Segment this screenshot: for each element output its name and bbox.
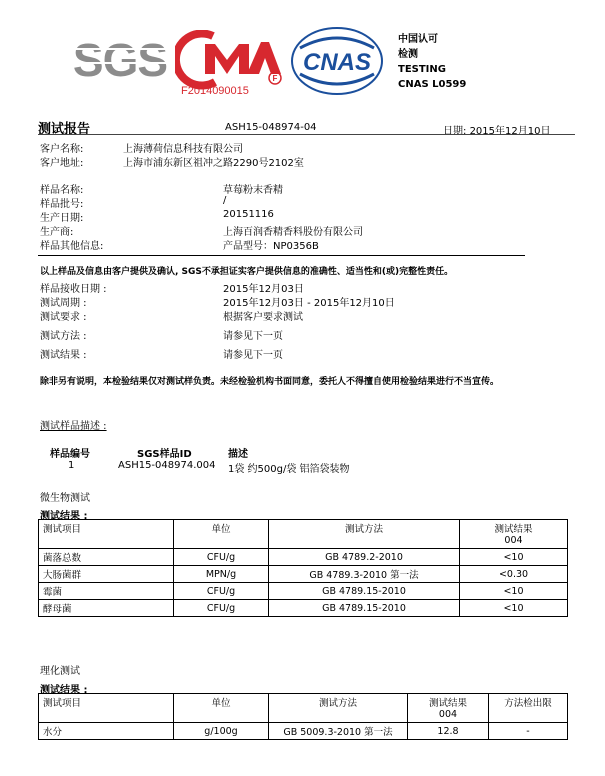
table-cell: 菌落总数 (39, 549, 174, 566)
svg-text:F: F (272, 74, 278, 83)
sample-value: 草莓粉末香精 (223, 185, 283, 196)
table-cell: GB 5009.3-2010 第一法 (269, 723, 408, 740)
table-cell: GB 4789.3-2010 第一法 (269, 566, 460, 583)
sample-desc-heading: 测试样品描述 : (40, 421, 107, 432)
accreditation-line: CNAS L0599 (398, 79, 467, 90)
table-row (39, 549, 568, 566)
result-header-label: 测试结果 (428, 698, 467, 709)
test-info-value: 2015年12月03日 - 2015年12月10日 (223, 298, 395, 309)
cnas-logo (290, 26, 385, 96)
disclaimer-results: 除非另有说明，本检验结果仅对测试样负责。未经检验机构书面同意，委托人不得擅自使用检验结果进行不当宣传。 (40, 377, 500, 387)
sample-value: 20151116 (223, 209, 274, 220)
svg-text:SGS: SGS (72, 34, 168, 84)
sample-label: 生产商: (40, 227, 74, 238)
table-header (408, 694, 489, 723)
sample-label: 样品其他信息: (40, 241, 104, 252)
result-header-label: 测试结果 (494, 524, 533, 535)
accreditation-line: 中国认可 (398, 34, 438, 45)
table-cell: 霉菌 (39, 583, 174, 600)
report-number: ASH15-048974-04 (225, 122, 317, 133)
result-sample-id: 004 (504, 535, 523, 546)
table-cell: GB 4789.2-2010 (269, 549, 460, 566)
table-row (39, 566, 568, 583)
svg-text:CNAS: CNAS (302, 49, 372, 76)
cma-number: F2014090015 (181, 85, 249, 97)
title-divider (38, 134, 575, 135)
sgs-logo (72, 32, 168, 84)
report-title: 测试报告 (38, 122, 91, 137)
test-info-label: 测试方法 : (40, 331, 87, 342)
table-cell: - (489, 723, 568, 740)
table-cell: 酵母菌 (39, 600, 174, 617)
test-info-value: 2015年12月03日 (223, 284, 304, 295)
micro-results-table (38, 519, 568, 617)
sample-value: / (223, 195, 227, 206)
table-header: 方法检出限 (489, 694, 568, 723)
table-cell: CFU/g (174, 600, 269, 617)
test-info-value: 请参见下一页 (223, 331, 283, 342)
report-date-value: 2015年12月10日 (469, 126, 551, 137)
sample-desc-cell: ASH15-048974.004 (118, 460, 216, 471)
table-cell: 水分 (39, 723, 174, 740)
test-info-label: 样品接收日期 : (40, 284, 107, 295)
sample-desc-cell: 1 (68, 460, 75, 471)
sample-value: 产品型号：NP0356B (223, 241, 319, 252)
table-cell: CFU/g (174, 583, 269, 600)
table-cell: 12.8 (408, 723, 489, 740)
accreditation-line: TESTING (398, 64, 446, 75)
table-header: 测试项目 (39, 694, 174, 723)
table-row (39, 600, 568, 617)
client-address-value: 上海市浦东新区祖冲之路2290号2102室 (123, 158, 304, 169)
cma-logo (175, 30, 285, 100)
sample-label: 样品名称: (40, 185, 84, 196)
test-info-value: 请参见下一页 (223, 350, 283, 361)
table-cell: <0.30 (460, 566, 568, 583)
table-cell: GB 4789.15-2010 (269, 583, 460, 600)
disclaimer-client-info: 以上样品及信息由客户提供及确认, SGS不承担证实客户提供信息的准确性、适当性和(或)完整性责任。 (40, 267, 454, 277)
table-header-row (39, 520, 568, 549)
table-cell: MPN/g (174, 566, 269, 583)
test-info-label: 测试结果 : (40, 350, 87, 361)
sample-divider (38, 255, 525, 256)
chem-results-table (38, 693, 568, 740)
table-header-row (39, 694, 568, 723)
sample-desc-header: SGS样品ID (137, 449, 192, 460)
table-cell: g/100g (174, 723, 269, 740)
table-header: 测试方法 (269, 694, 408, 723)
report-date-label: 日期: (443, 126, 467, 137)
sample-label: 样品批号: (40, 199, 84, 210)
accreditation-line: 检测 (398, 49, 418, 60)
table-cell: <10 (460, 549, 568, 566)
micro-results-label: 测试结果 : (40, 511, 88, 522)
table-header: 单位 (174, 520, 269, 549)
test-info-value: 根据客户要求测试 (223, 312, 303, 323)
sample-label: 生产日期: (40, 213, 84, 224)
table-header: 测试方法 (269, 520, 460, 549)
accreditation-text (398, 32, 466, 92)
sample-desc-cell: 1袋 约500g/袋 铝箔袋装物 (228, 464, 350, 475)
table-header (460, 520, 568, 549)
result-sample-id: 004 (438, 709, 458, 720)
table-header: 单位 (174, 694, 269, 723)
table-cell: CFU/g (174, 549, 269, 566)
client-name-value: 上海薄荷信息科技有限公司 (123, 144, 243, 155)
table-cell: 大肠菌群 (39, 566, 174, 583)
micro-section-title: 微生物测试 (40, 493, 90, 504)
chem-results-label: 测试结果 : (40, 685, 88, 696)
test-info-label: 测试要求 : (40, 312, 87, 323)
table-header: 测试项目 (39, 520, 174, 549)
chem-section-title: 理化测试 (40, 666, 80, 677)
sample-desc-header: 样品编号 (50, 449, 90, 460)
table-cell: GB 4789.15-2010 (269, 600, 460, 617)
table-cell: <10 (460, 583, 568, 600)
sample-desc-header: 描述 (228, 449, 248, 460)
client-name-label: 客户名称: (40, 144, 84, 155)
table-cell: <10 (460, 600, 568, 617)
table-row (39, 583, 568, 600)
table-row (39, 723, 568, 740)
client-address-label: 客户地址: (40, 158, 84, 169)
test-info-label: 测试周期 : (40, 298, 87, 309)
sample-value: 上海百润香精香料股份有限公司 (223, 227, 363, 238)
